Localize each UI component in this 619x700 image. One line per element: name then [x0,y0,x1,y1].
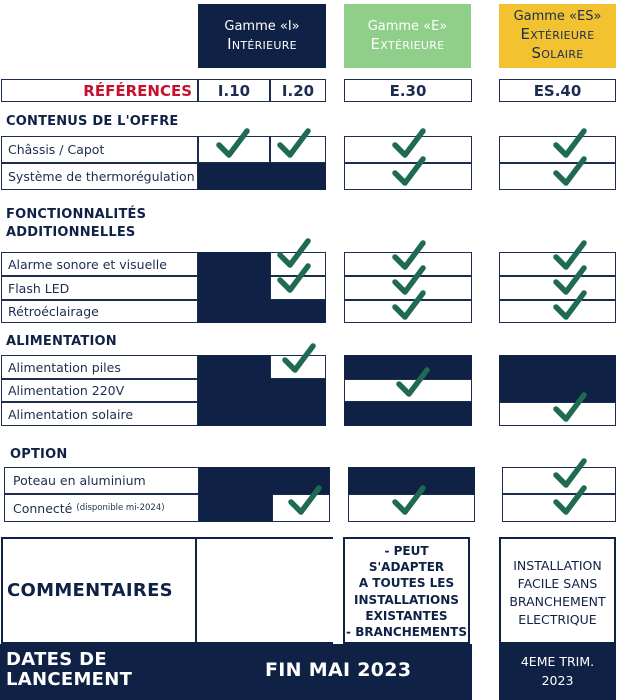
references-label-cell [1,79,198,102]
row-poteau-label: Poteau en aluminium [4,467,199,494]
ref-es40: ES.40 [499,79,616,102]
header-gamme-e-subtitle: Extérieure [370,34,445,53]
row-solaire-label: Alimentation solaire [1,402,198,426]
check-icon [277,128,311,160]
check-icon [392,485,426,517]
comments-es-line-2: FACILE SANS [517,576,598,592]
cell-piles-i10 [198,355,270,379]
section-fonctionnalites-line2: ADDITIONNELLES [6,224,136,240]
launch-main-date: FIN MAI 2023 [265,659,412,681]
comments-e-line-5: - BRANCHEMENTS [346,624,467,639]
comments-label-cell [1,537,197,644]
check-icon [553,485,587,517]
header-gamme-e-title: Gamme «E» [367,18,448,34]
comments-es-line-3: BRANCHEMENT [509,594,606,610]
header-gamme-e [344,4,471,68]
header-gamme-es [499,4,616,68]
cell-solaire-e30 [344,402,472,426]
section-alimentation-title: ALIMENTATION [6,334,117,349]
comments-label: COMMENTAIRES [7,580,173,601]
check-icon [277,263,311,295]
row-alarme-label: Alarme sonore et visuelle [1,252,198,276]
section-fonctionnalites-title [6,206,146,241]
check-icon [288,485,322,517]
cell-thermo-i [198,163,326,190]
row-thermo-label: Système de thermorégulation [1,163,198,190]
row-chassis-label: Châssis / Capot [1,136,198,163]
ref-e30: E.30 [344,79,472,102]
launch-es40-line2: 2023 [541,673,574,688]
check-icon [392,156,426,188]
cell-connecte-i10 [199,494,272,522]
check-icon [553,290,587,322]
comments-e30 [343,537,470,644]
row-connecte-label [4,494,199,522]
check-icon [553,392,587,424]
header-gamme-i-title: Gamme «I» [224,18,300,34]
section-offre-title: CONTENUS DE L'OFFRE [6,114,179,129]
section-option-title: OPTION [10,447,68,462]
references-label: RÉFÉRENCES [83,81,192,100]
section-fonctionnalites-line1: FONCTIONNALITÉS [6,207,147,222]
cell-piles-es40 [499,355,616,379]
cell-220v-i [198,379,326,402]
launch-label-line1: DATES DE [6,649,107,670]
cell-flash-i10 [198,276,270,300]
comments-e-line-2: A TOUTES LES [358,576,455,591]
row-connecte-text: Connecté [13,500,73,516]
comments-e-line-4: EXISTANTES [365,608,448,623]
check-icon [282,343,316,375]
cell-retro-i [198,300,326,323]
launch-label [6,650,132,690]
launch-es40-cell [499,644,616,700]
row-retro-label: Rétroéclairage [1,300,198,323]
header-gamme-es-subtitle-1: Extérieure [520,25,595,44]
row-piles-label: Alimentation piles [1,355,198,379]
cell-alarme-i10 [198,252,270,276]
comments-e-line-1: - PEUT S'ADAPTER [368,544,445,575]
row-220v-label: Alimentation 220V [1,379,198,402]
ref-i10: I.10 [198,79,270,102]
comments-es-line-1: INSTALLATION [513,558,602,573]
row-flash-label: Flash LED [1,276,198,300]
comments-i-cell [197,537,333,644]
header-gamme-i-subtitle: Intérieure [227,34,297,53]
comments-es-line-4: ELECTRIQUE [518,612,597,628]
ref-i20: I.20 [270,79,326,102]
launch-es40-line1: 4EME TRIM. [520,654,595,670]
cell-solaire-i [198,402,326,426]
launch-label-line2: LANCEMENT [6,668,133,690]
row-connecte-note: (disponible mi-2024) [76,503,165,513]
check-icon [392,290,426,322]
check-icon [553,156,587,188]
comments-e-line-3: INSTALLATIONS [354,592,459,607]
header-gamme-i [198,4,326,68]
header-gamme-es-subtitle-2: Solaire [531,44,584,63]
comments-es40 [499,537,616,644]
header-gamme-es-title: Gamme «ES» [513,9,602,25]
check-icon [396,367,430,399]
check-icon [216,128,250,160]
